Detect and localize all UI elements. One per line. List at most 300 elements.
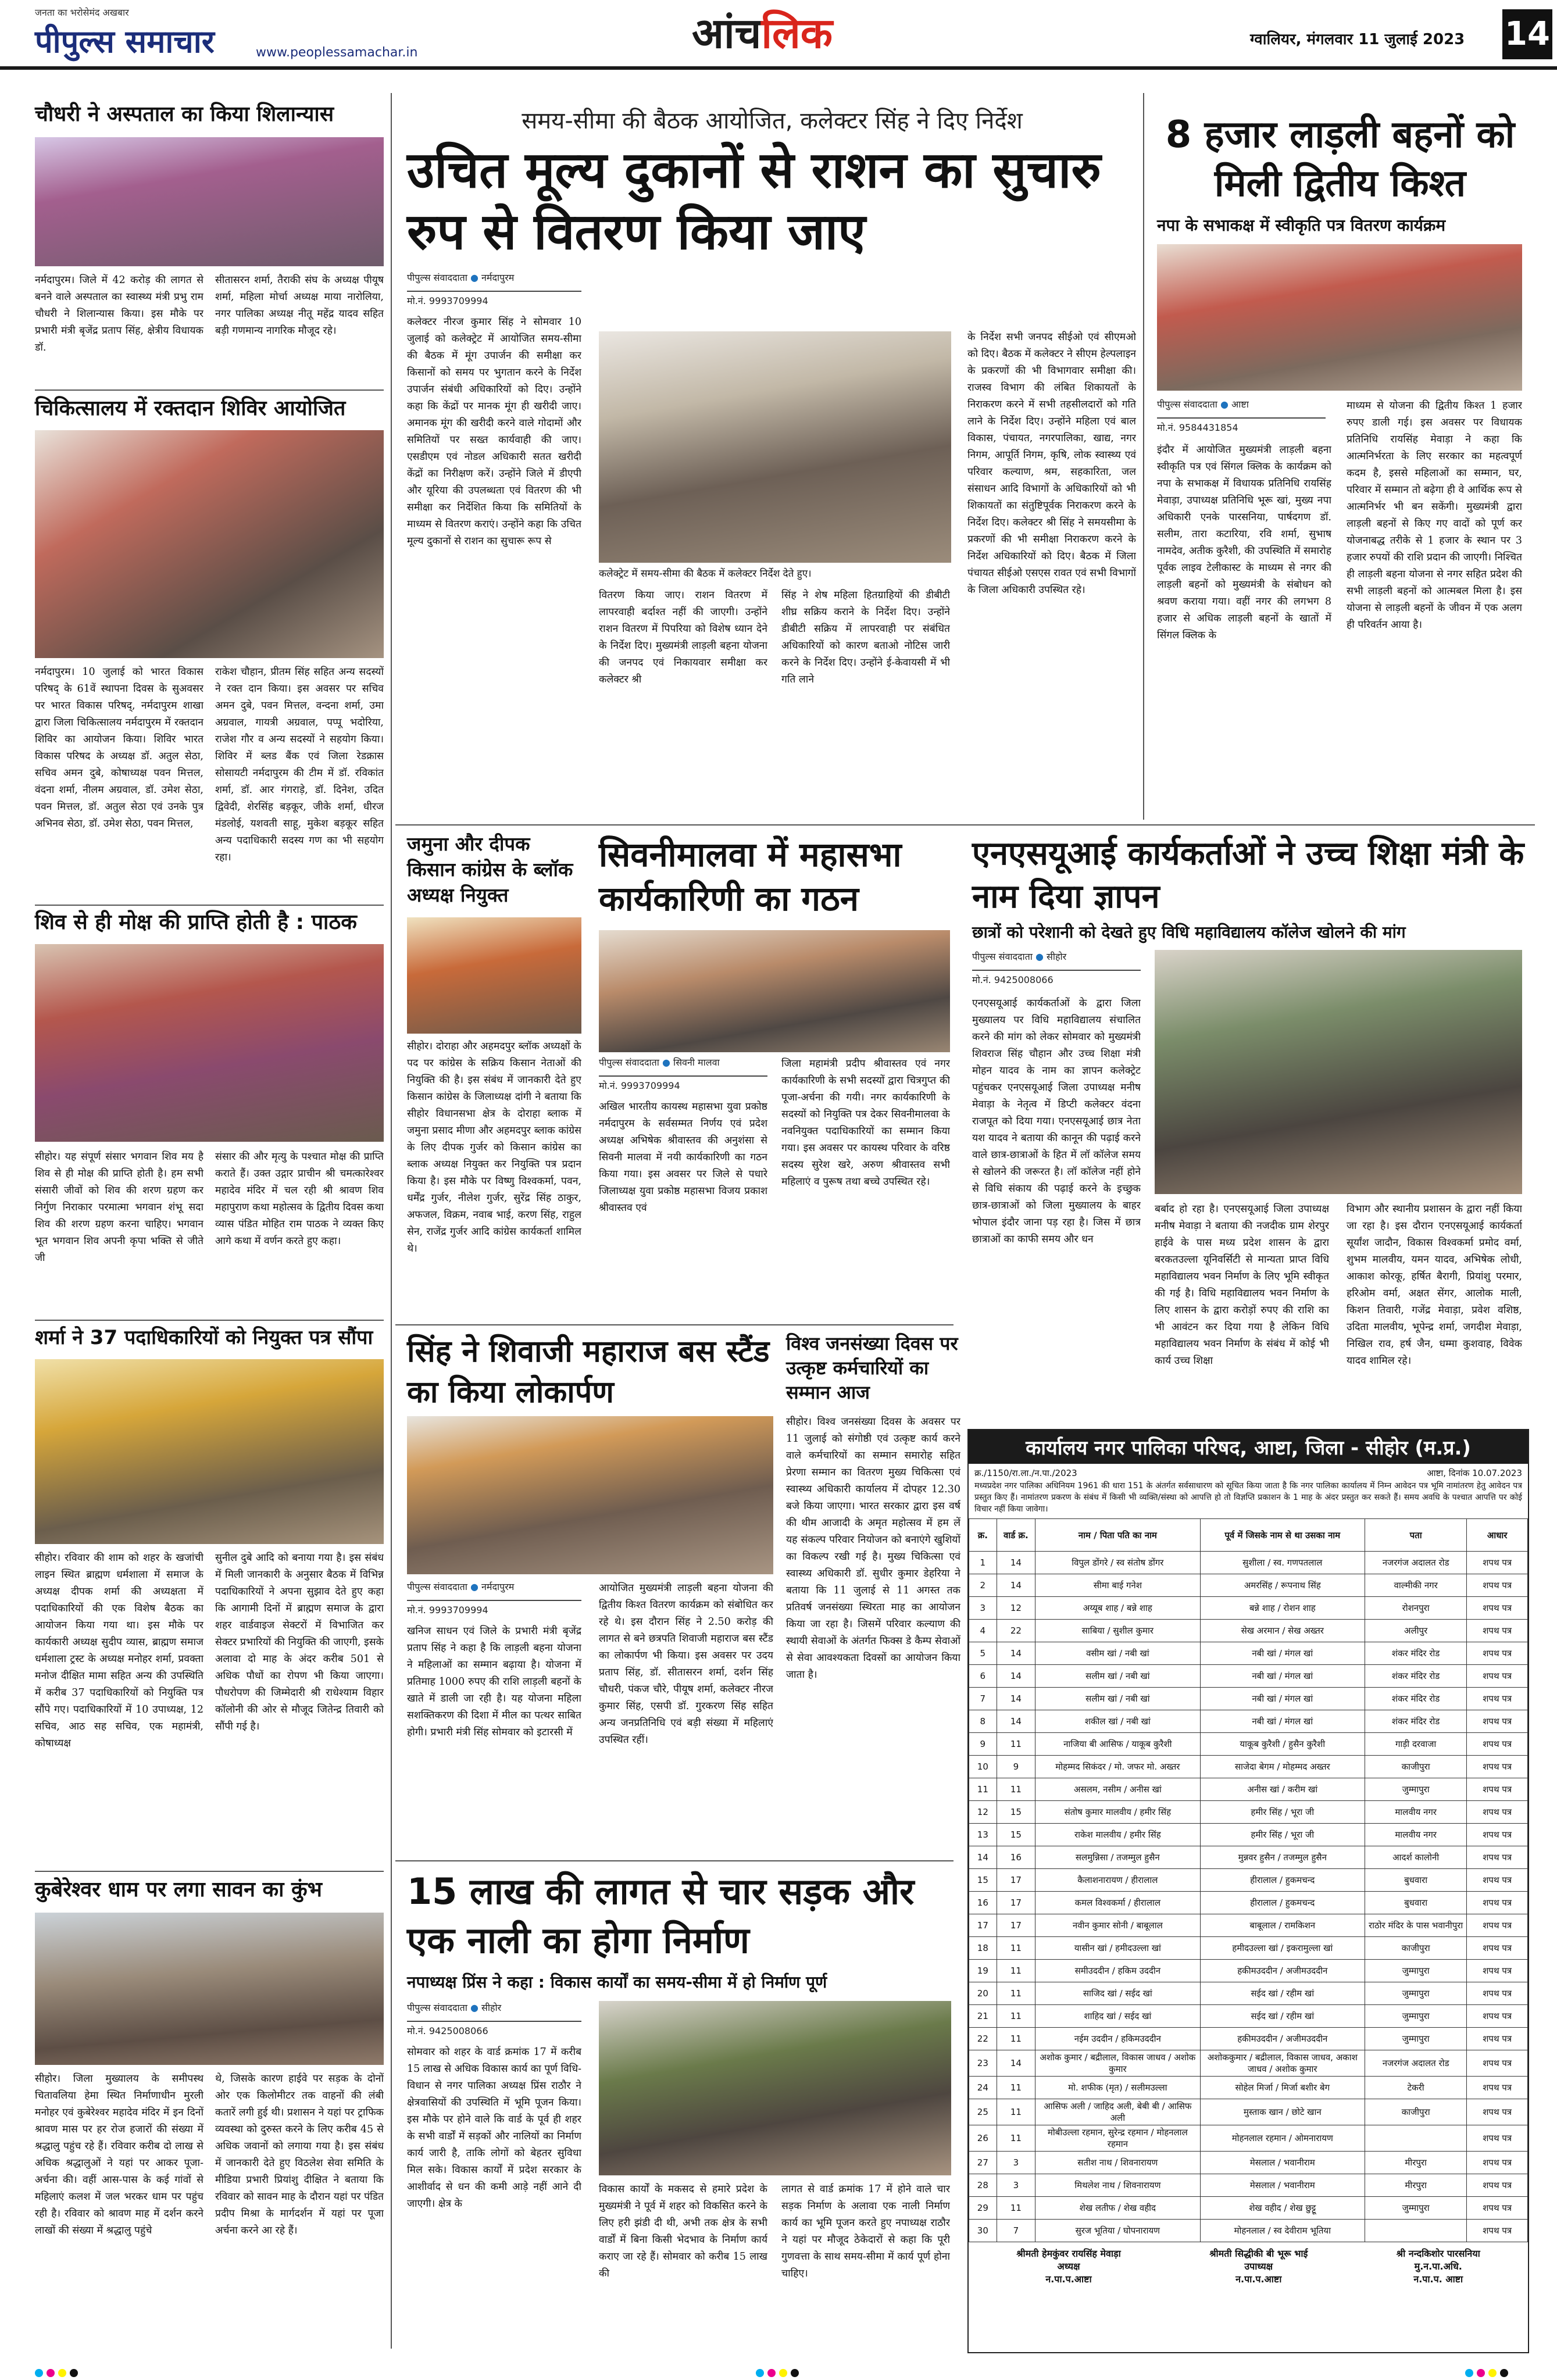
signatory-vice-president: श्रीमती सिद्धीकी बी भूरू भाई उपाध्यक्ष न.पा.प.आष्टा <box>1209 2248 1308 2285</box>
table-cell: शपथ पत्र <box>1467 2050 1528 2077</box>
sivni-photo <box>599 930 950 1052</box>
column-rule <box>1143 93 1144 820</box>
table-cell: शपथ पत्र <box>1467 1778 1528 1801</box>
table-row <box>969 1869 1528 1892</box>
byline-block: पीपुल्स संवाददाता ● सिवनी मालवा <box>599 1057 720 1068</box>
story-text: अखिल भारतीय कायस्थ महासभा युवा प्रकोष्ठ नर्मदापुरम के सर्वसम्मत निर्णय एवं प्रदेश अध्यक्ष अभिषेक श्रीवास्तव की अनुशंसा से सिवनी मालवा में नयी कार्यकारिणी का गठन किया गया। इस अवसर पर जिले से पधारे जिलाध्यक्ष युवा प्रकोष्ठ महासभा विजय प्रकाश श्रीवास्तव एवं <box>599 1101 767 1214</box>
table-header: क्र. <box>969 1519 997 1552</box>
table-cell: शपथ पत्र <box>1467 1824 1528 1846</box>
table-cell <box>1365 2220 1466 2242</box>
story-text: सुनील दुबे आदि को बनाया गया है। इस संबंध में मिली जानकारी के अनुसार बैठक में विभिन्न पदाधिकारियों ने अपना सुझाव देते हुए कहा कि आगामी दिनों में ब्राह्मण समाज के द्वारा शहर वार्डवाइज सेक्टरों में विभाजित कर सेक्टर प्रभारियों की नियुक्ति की जाएगी, इसके अलावा दो माह के अंदर करीब 501 से अधिक पौधों का रोपण भी किया जाएगा। पौधरोपण की जिम्मेदारी श्री राधेश्याम विहार कॉलोनी की ओर से मौजूद जितेन्द्र तिवारी को सौंपी गई है। <box>215 1552 384 1732</box>
table-cell: जुम्मापुरा <box>1365 1982 1466 2005</box>
story-text: एनएसयूआई कार्यकर्ताओं के द्वारा जिला मुख्यालय पर विधि महाविद्यालय संचालित करने की मांग को लेकर सोमवार को मुख्यमंत्री शिवराज सिंह चौहान और उच्च शिक्षा मंत्री मोहन यादव के नाम का ज्ञापन कलेक्ट्रेट पहुंचकर एनएसयूआई जिला उपाध्यक्ष मनीष मेवाड़ा के नेतृत्व में डिप्टी कलेक्टर वंदना राजपूत को दिया गया। एनएसयूआई छात्र नेता यश यादव ने बताया की कानून की पढ़ाई करने वाले छात्र-छात्राओं के हित में लॉ कॉलेज समय से खोलने की जरूरत है। लॉ कॉलेज नहीं होने से विधि संकाय की पढ़ाई करने के इच्छुक छात्र-छात्राओं को जिला मुख्यालय के बाहर भोपाल इंदौर जाना पड़ रहा है। जिस में छात्र छात्राओं का काफी समय और धन <box>972 998 1141 1245</box>
table-row <box>969 1620 1528 1642</box>
table-row <box>969 1801 1528 1824</box>
kicker: समय-सीमा की बैठक आयोजित, कलेक्टर सिंह ने दिए निर्देश <box>522 108 1023 134</box>
byline-block: पीपुल्स संवाददाता ● आष्टा <box>1157 399 1249 410</box>
table-cell: सलीम खां / नबी खां <box>1035 1665 1200 1688</box>
story-text: आयोजित मुख्यमंत्री लाड़ली बहना योजना की द्वितीय किश्त वितरण कार्यक्रम को संबोधित कर रहे थे। इस दौरान सिंह ने 2.50 करोड़ की लागत से बने छत्रपति शिवाजी महाराज बस स्टैंड का लोकार्पण भी किया। इस अवसर पर उदय प्रताप सिंह, डॉ. सीतासरन शर्मा, दर्शन सिंह चौधरी, पंकज चौरे, पीयूष शर्मा, कलेक्टर नीरज कुमार सिंह, एसपी डॉ. गुरकरण सिंह सहित अन्य जनप्रतिनिधि एवं बड़ी संख्या में महिलाएं उपस्थित रहीं। <box>599 1582 773 1746</box>
story-text: राकेश चौहान, प्रीतम सिंह सहित अन्य सदस्यों ने रक्त दान किया। इस अवसर पर सचिव अमन दुबे, पवन मित्तल, वन्दना शर्मा, उमा अग्रवाल, गायत्री अग्रवाल, पप्पू भदोरिया, राजेश गौर व अन्य सदस्यों ने सहयोग किया। शिविर में ब्लड बैंक एवं जिला रेडक्रास सोसायटी नर्मदापुरम की टीम में डॉ. रविकांत शर्मा, डॉ. आर गंगराड़े, डॉ. दिनेश, उदित द्विवेदी, शेरसिंह बड़कूर, जीके शर्मा, धीरज मंडलोई, यशवती साहू, मुकेश बड़कूर सहित अन्य पदाधिकारी सदस्य गण का भी सहयोग रहा। <box>215 666 384 863</box>
table-cell: समीउददीन / हकिम उददीन <box>1035 1960 1200 1982</box>
table-cell: 15 <box>969 1869 997 1892</box>
table-row <box>969 1710 1528 1733</box>
headline: चौधरी ने अस्पताल का किया शिलान्यास <box>35 102 334 126</box>
reporter-mobile: मो.नं. 9425008066 <box>407 2021 581 2037</box>
table-cell: वसीम खां / नबी खां <box>1035 1642 1200 1665</box>
table-row <box>969 2028 1528 2050</box>
table-cell: शपथ पत्र <box>1467 1665 1528 1688</box>
byline-place: नर्मदापुरम <box>481 272 515 283</box>
table-cell: 8 <box>969 1710 997 1733</box>
logo <box>35 6 215 62</box>
table-cell: शपथ पत्र <box>1467 1552 1528 1574</box>
story-hospital <box>35 102 384 126</box>
story-text: सीहोर। जिला मुख्यालय के समीपस्थ चितावलिया हेमा स्थित निर्माणाधीन मुरली मनोहर एवं कुबेरेश्वर महादेव मंदिर में इन दिनों श्रावण मास पर हर रोज हजारों की संख्या में श्रद्धालु पहुंच रहे हैं। रविवार करीब दो लाख से अधिक श्रद्धालुओं ने यहां पर आकर पूजा-अर्चना की। वहीं आस-पास के कई गांवों से महिलाएं कलश में जल भरकर धाम पर पहुंच रही है। रविवार को श्रावण माह में दर्शन करने लाखों की संख्या में श्रद्धालु पहुंचे <box>35 2073 203 2236</box>
byline: पीपुल्स संवाददाता <box>407 272 467 283</box>
byline-block: पीपुल्स संवाददाता ● सीहोर <box>407 2002 502 2013</box>
byline-place: सीहोर <box>1047 951 1067 962</box>
table-cell: शंकर मंदिर रोड <box>1365 1665 1466 1688</box>
table-cell: 17 <box>997 1892 1035 1914</box>
story-divider <box>35 1320 384 1321</box>
table-cell: 23 <box>969 2050 997 2077</box>
table-cell: सईद खां / रहीम खां <box>1200 2005 1365 2028</box>
shiv-katha-photo <box>35 944 384 1142</box>
table-row <box>969 1778 1528 1801</box>
table-cell: 25 <box>969 2099 997 2125</box>
table-cell: 11 <box>997 2028 1035 2050</box>
story-text: इंदौर में आयोजित मुख्यमंत्री लाड़ली बहना स्वीकृति पत्र एवं सिंगल क्लिक के कार्यक्रम को नपा के सभाकक्ष में विधायक प्रतिनिधि रायसिंह मेवाड़ा, उपाध्यक्ष प्रतिनिधि भूरू खां, मुख्य नपा अधिकारी एनके पारसनिया, पार्षदगण डॉ. सलीम, तारा कटारिया, रवि शर्मा, सुभाष नामदेव, अतीक कुरैशी, की उपस्थिति में समारोह पूर्वक लाइव टेलीकास्ट के माध्यम से नगर की लाड़ली बहनों को मुख्यमंत्री के संबोधन को श्रवण कराया गया। वहीं नगर की लगभग 8 हजार से अधिक लाड़ली बहनों के खातों में सिंगल क्लिक के <box>1157 444 1331 641</box>
story-divider <box>395 824 1535 826</box>
story-text: सीहोर। दोराहा और अहमदपुर ब्लॉक अध्यक्षों के पद पर कांग्रेस के सक्रिय किसान नेताओं की नियुक्ति की है। इस संबंध में जानकारी देते हुए किसान कांग्रेस के जिलाध्यक्ष दांगी ने बताया कि सीहोर विधानसभा क्षेत्र के दोराहा ब्लाक में जमुना प्रसाद मीणा और अहमदपुर ब्लाक कांग्रेस के लिए दीपक गुर्जर को किसान कांग्रेस का ब्लाक अध्यक्ष नियुक्त कर नियुक्ति पत्र प्रदान किया है। इस मौके पर विष्णु विश्वकर्मा, पवन, धर्मेंद्र गुर्जर, नीलेश गुर्जर, सुरेंद्र सिंह ठाकुर, अफजल, विक्रम, नवाब भाई, करण सिंह, राहुल सेन, राजेंद्र गुर्जर आदि कांग्रेस कार्यकर्ता शामिल थे। <box>407 1041 581 1255</box>
table-cell: 14 <box>997 1665 1035 1688</box>
table-cell: नाजिया बी आसिफ / याकूब कुरैशी <box>1035 1733 1200 1756</box>
notice-intro: मध्यप्रदेश नगर पालिका अधिनियम 1961 की धारा 151 के अंतर्गत सर्वसाधारण को सूचित किया जाता है कि नगर पालिका कार्यालय में निम्न आवेदन पत्र भूमि नामांतरण हेतु आवेदन पत्र प्रस्तुत किए हैं। नामांतरण प्रकरण के संबंध में किसी भी व्यक्ति/संस्था को आपत्ति हो तो विज्ञप्ति प्रकाशन के 1 माह के अंदर प्रस्तुत कर सकते हैं। समय अवधि के पश्चात आपत्ति पर कोई विचार नहीं किया जावेगा। <box>974 1481 1522 1514</box>
table-cell: 11 <box>997 1982 1035 2005</box>
table-cell: 10 <box>969 1756 997 1778</box>
table-cell: शपथ पत्र <box>1467 2152 1528 2174</box>
table-cell: 14 <box>997 1642 1035 1665</box>
table-cell: 11 <box>997 1937 1035 1960</box>
table-cell: बन्ने शाह / रोशन शाह <box>1200 1597 1365 1620</box>
table-cell: शपथ पत्र <box>1467 2077 1528 2099</box>
table-cell: अशोक कुमार / बद्रीलाल, विकास जाधव / अशोक कुमार <box>1035 2050 1200 2077</box>
table-cell: काजीपुरा <box>1365 1756 1466 1778</box>
story-text: विकास कार्यों के मकसद से हमारे प्रदेश के मुख्यमंत्री ने पूर्व में शहर को विकसित करने के लिए हरी झंडी दी थी, अभी तक क्षेत्र के सभी वार्डों में बिना किसी भेदभाव के निर्माण कार्य कराए जा रहे हैं। सोमवार को करीब 15 लाख की <box>599 2184 767 2279</box>
story-text: थे, जिसके कारण हाईवे पर सड़क के दोनों ओर एक किलोमीटर तक वाहनों की लंबी कतारें लगी हुई थी। प्रशासन ने यहां पर ट्राफिक व्यवस्था को दुरुस्त करने के लिए करीब 45 से अधिक जवानों को लगाया गया है। इस संबंध में जानकारी देते हुए विठलेश सेवा समिति के मीडिया प्रभारी प्रियांशु दीक्षित ने बताया कि रविवार को सावन माह के दौरान यहां पर पंडित प्रदीप मिश्रा के मार्गदर्शन में यहां पर पूजा अर्चना करने आ रहे हैं। <box>215 2073 384 2236</box>
table-cell: सलमुन्निसा / तजम्मुल हुसैन <box>1035 1846 1200 1869</box>
table-row <box>969 1733 1528 1756</box>
table-cell: अय्यूब शाह / बन्ने शाह <box>1035 1597 1200 1620</box>
headline: जमुना और दीपक किसान कांग्रेस के ब्लॉक अध्यक्ष नियुक्त <box>407 832 573 906</box>
story-text: माध्यम से योजना की द्वितीय किश्त 1 हजार रुपए डाली गई। इस अवसर पर विधायक प्रतिनिधि रायसिंह मेवाड़ा ने कहा कि आत्मनिर्भरता के लिए सरकार का महत्वपूर्ण कदम है, इससे महिलाओं का सम्मान, घर, परिवार में सम्मान तो बढ़ेगा ही वे आर्थिक रूप से आत्मनिर्भर भी बन सकेंगी। मुख्यमंत्री द्वारा लाड़ली बहनों से किए गए वादों को पूर्ण कर योजनाबद्ध तरीके से 1 हजार के स्थान पर 3 हजार रुपयों की राशि प्रदान की जाएगी। निश्चित ही लाड़ली बहना योजना से नगर सहित प्रदेश की सभी लाड़ली बहनों को आत्मबल मिला है। इस योजना से लाड़ली बहनों के जीवन में एक अलग ही परिवर्तन आया है। <box>1347 400 1522 631</box>
table-cell: टेकरी <box>1365 2077 1466 2099</box>
table-row <box>969 1892 1528 1914</box>
table-cell: शपथ पत्र <box>1467 1642 1528 1665</box>
table-cell: शेख वहीद / शेख छुट्टू <box>1200 2197 1365 2220</box>
photo-caption: कलेक्ट्रेट में समय-सीमा की बैठक में कलेक्टर निर्देश देते हुए। <box>599 568 812 580</box>
table-cell: शपथ पत्र <box>1467 1914 1528 1937</box>
table-cell: सीमा बाई गनेश <box>1035 1574 1200 1597</box>
table-cell: 22 <box>997 1620 1035 1642</box>
table-cell: शपथ पत्र <box>1467 2197 1528 2220</box>
dateline: ग्वालियर, मंगलवार 11 जुलाई 2023 <box>1250 31 1465 48</box>
table-row <box>969 1597 1528 1620</box>
table-row <box>969 2125 1528 2152</box>
table-cell: शपथ पत्र <box>1467 2005 1528 2028</box>
subheadline: नपाध्यक्ष प्रिंस ने कहा : विकास कार्यों का समय-सीमा में हो निर्माण पूर्ण <box>407 1972 827 1992</box>
table-cell: 17 <box>997 1869 1035 1892</box>
municipal-notice <box>967 1429 1529 2353</box>
table-row <box>969 1642 1528 1665</box>
story-text: सोमवार को शहर के वार्ड क्रमांक 17 में करीब 15 लाख से अधिक विकास कार्य का पूर्ण विधि-विधान से नगर पालिका अध्यक्ष प्रिंस राठौर ने क्षेत्रवासियों की उपस्थिति में भूमि पूजन किया। इस मौके पर होने वाले कि वार्ड के पूर्व ही शहर के सभी वार्डों में सड़कों और नालियों का निर्माण कार्य जारी है, ताकि लोगों को बेहतर सुविधा मिल सके। विकास कार्यों में प्रदेश सरकार के आशीर्वाद से धन की कमी आड़े नहीं आने दी जाएगी। क्षेत्र के <box>407 2046 581 2210</box>
table-cell: सुशीला / स्व. गणपतलाल <box>1200 1552 1365 1574</box>
table-cell: 12 <box>969 1801 997 1824</box>
table-cell: जुम्मापुरा <box>1365 2197 1466 2220</box>
column-rule <box>391 93 392 2349</box>
table-cell: मुस्ताक खान / छोटे खान <box>1200 2099 1365 2125</box>
story-divider <box>35 1871 384 1872</box>
story-divider <box>395 1860 954 1861</box>
logo-tagline: जनता का भरोसेमंद अखबार <box>35 7 129 18</box>
table-cell: 11 <box>997 2099 1035 2125</box>
table-cell: साबिया / सुशील कुमार <box>1035 1620 1200 1642</box>
table-cell: 3 <box>997 2174 1035 2197</box>
story-divider <box>395 1324 954 1325</box>
headline: चिकित्सालय में रक्तदान शिविर आयोजित <box>35 396 346 420</box>
story-text: नर्मदापुरम। जिले में 42 करोड़ की लागत से बनने वाले अस्पताल का स्वास्थ्य मंत्री प्रभु राम चौधरी ने शिलान्यास किया। इस मौके पर प्रभारी मंत्री बृजेंद्र प्रताप सिंह, क्षेत्रीय विधायक डॉ. <box>35 274 203 353</box>
byline-place: नर्मदापुरम <box>481 1581 515 1592</box>
table-cell: सुरज भूतिया / घोपनारायण <box>1035 2220 1200 2242</box>
byline-place: आष्टा <box>1231 399 1249 410</box>
table-cell: 22 <box>969 2028 997 2050</box>
table-cell: 24 <box>969 2077 997 2099</box>
kubereshwar-photo <box>35 1913 384 2065</box>
table-cell: 5 <box>969 1642 997 1665</box>
table-cell: शेख लतीफ / शेख वहीद <box>1035 2197 1200 2220</box>
table-cell: मालवीय नगर <box>1365 1801 1466 1824</box>
section-title-a: आंच <box>692 8 762 58</box>
byline: पीपुल्स संवाददाता <box>407 2002 467 2013</box>
table-cell: कमल विश्वकर्मा / हीरालाल <box>1035 1892 1200 1914</box>
table-cell: जुम्मापुरा <box>1365 2005 1466 2028</box>
table-cell: मो. शफीक (मृत) / सलीमउल्ला <box>1035 2077 1200 2099</box>
table-cell: 11 <box>997 2005 1035 2028</box>
table-cell: साजेदा बेगम / मोहम्मद अख्तर <box>1200 1756 1365 1778</box>
table-cell: 4 <box>969 1620 997 1642</box>
table-cell: नबी खां / मंगल खां <box>1200 1688 1365 1710</box>
table-header: आधार <box>1467 1519 1528 1552</box>
table-cell: मेसलाल / भवानीराम <box>1200 2174 1365 2197</box>
table-cell: नजरगंज अदालत रोड <box>1365 1552 1466 1574</box>
table-row <box>969 2152 1528 2174</box>
story-text: कलेक्टर नीरज कुमार सिंह ने सोमवार 10 जुलाई को कलेक्ट्रेट में आयोजित समय-सीमा की बैठक में मूंग उपार्जन की समीक्षा कर किसानों को समय पर भुगतान करने के निर्देश उपार्जन संबंधी अधिकारियों को दिए। उन्होंने कहा कि केंद्रों पर मानक मूंग ही खरीदी जाए। अमानक मूंग की खरीदी करने वाले गोदामों और समितियों पर सख्त कार्यवाही की जाए। एसडीएम एवं नोडल अधिकारी सतत खरीदी केंद्रों का निरीक्षण करें। उन्होंने जिले में डीएपी और यूरिया की उपलब्धता एवं वितरण की भी समीक्षा कर निर्देशित किया कि समितियों के माध्यम से वितरण कराएं। उन्होंने कहा कि उचित मूल्य दुकानों से राशन का सुचारू रूप से <box>407 316 581 547</box>
table-cell: वाल्मीकी नगर <box>1365 1574 1466 1597</box>
reporter-mobile: मो.नं. 9425008066 <box>972 970 1141 986</box>
table-cell: शपथ पत्र <box>1467 1960 1528 1982</box>
blood-camp-photo <box>35 430 384 658</box>
headline: 15 लाख की लागत से चार सड़क और एक नाली का होगा निर्माण <box>407 1870 915 1961</box>
table-cell: शपथ पत्र <box>1467 2099 1528 2125</box>
table-cell: जुम्मापुरा <box>1365 2028 1466 2050</box>
story-text: लागत से वार्ड क्रमांक 17 में होने वाले चार सड़क निर्माण के अलावा एक नाली निर्माण कार्य का भूमि पूजन करते हुए नपाध्यक्ष राठौर ने यहां पर मौजूद ठेकेदारों से कहा कि पूरी गुणवत्ता के साथ समय-सीमा में कार्य पूर्ण होना चाहिए। <box>781 2184 950 2279</box>
table-cell: शपथ पत्र <box>1467 1597 1528 1620</box>
subheadline: नपा के सभाकक्ष में स्वीकृति पत्र वितरण कार्यक्रम <box>1157 216 1446 235</box>
headline: कुबेरेश्वर धाम पर लगा सावन का कुंभ <box>35 1878 322 1902</box>
table-cell: 11 <box>969 1778 997 1801</box>
table-header: पूर्व में जिसके नाम से था उसका नाम <box>1200 1519 1365 1552</box>
table-cell: 1 <box>969 1552 997 1574</box>
table-cell: शकील खां / नबी खां <box>1035 1710 1200 1733</box>
table-cell: सईद खां / रहीम खां <box>1200 1982 1365 2005</box>
table-cell: मोबीउल्ला रहमान, सुरेन्द्र रहमान / मोहनलाल रहमान <box>1035 2125 1200 2152</box>
table-cell: 15 <box>997 1801 1035 1824</box>
table-cell: हमीर सिंह / भूरा जी <box>1200 1801 1365 1824</box>
headline: विश्व जनसंख्या दिवस पर उत्कृष्ट कर्मचारियों का सम्मान आज <box>786 1332 958 1403</box>
notice-ref: क्र./1150/रा.ला./न.पा./2023 <box>974 1468 1077 1478</box>
table-cell: बुधवारा <box>1365 1892 1466 1914</box>
table-cell: 29 <box>969 2197 997 2220</box>
byline-block: पीपुल्स संवाददाता ● नर्मदापुरम <box>407 1581 515 1592</box>
table-row <box>969 1846 1528 1869</box>
table-cell: नवीन कुमार सोनी / बाबूलाल <box>1035 1914 1200 1937</box>
notice-date: आष्टा, दिनांक 10.07.2023 <box>1427 1468 1522 1478</box>
table-cell: हमीर सिंह / भूरा जी <box>1200 1824 1365 1846</box>
story-text: सीहोर। रविवार की शाम को शहर के खजांची लाइन स्थित ब्राह्मण धर्मशाला में समाज के अध्यक्ष दीपक शर्मा की अध्यक्षता में पदाधिकारियों की एक विशेष बैठक का आयोजन किया गया था। इस मौके पर कार्यकारी अध्यक्ष सुदीप व्यास, ब्राह्मण समाज धर्मशाला ट्रस्ट के अध्यक्ष मनोहर शर्मा, प्रवक्ता मनोज दीक्षित मामा सहित अन्य की उपस्थिति में करीब 37 पदाधिकारियों को नियुक्ति पत्र सौंपे गए। पदाधिकारियों में 10 उपाध्यक्ष, 12 सचिव, आठ सह सचिव, एक महामंत्री, कोषाध्यक्ष <box>35 1552 203 1749</box>
story-divider <box>35 389 384 391</box>
table-cell: 3 <box>997 2152 1035 2174</box>
table-cell: सलीम खां / नबी खां <box>1035 1688 1200 1710</box>
byline: पीपुल्स संवाददाता <box>972 951 1033 962</box>
table-cell <box>1365 2125 1466 2152</box>
table-cell: 20 <box>969 1982 997 2005</box>
table-cell: शपथ पत्र <box>1467 1688 1528 1710</box>
table-cell: शपथ पत्र <box>1467 1801 1528 1824</box>
table-cell: सतीश नाथ / शिवनारायण <box>1035 2152 1200 2174</box>
table-cell: हकीमउददीन / अजीमउददीन <box>1200 2028 1365 2050</box>
table-cell: नबी खां / मंगल खां <box>1200 1710 1365 1733</box>
section-title-b: लिक <box>761 8 833 58</box>
headline: 8 हजार लाड़ली बहनों को मिली द्वितीय किश्त <box>1165 113 1515 205</box>
table-cell: 14 <box>997 1710 1035 1733</box>
table-cell: काजीपुरा <box>1365 1937 1466 1960</box>
table-cell: आदर्श कालोनी <box>1365 1846 1466 1869</box>
table-cell: 17 <box>969 1914 997 1937</box>
table-row <box>969 1914 1528 1937</box>
table-row <box>969 1824 1528 1846</box>
table-cell: मुन्नवर हुसैन / तजम्मुल हुसैन <box>1200 1846 1365 1869</box>
table-header: पता <box>1365 1519 1466 1552</box>
page-number: 14 <box>1502 9 1552 59</box>
table-cell: शपथ पत्र <box>1467 1710 1528 1733</box>
table-cell: असलम, नसीम / अनीस खां <box>1035 1778 1200 1801</box>
table-row <box>969 2099 1528 2125</box>
table-row <box>969 1552 1528 1574</box>
sharma-meeting-photo <box>35 1359 384 1544</box>
table-cell: शपथ पत्र <box>1467 1982 1528 2005</box>
table-cell: मिथलेश नाथ / शिवनारायण <box>1035 2174 1200 2197</box>
table-cell: शंकर मंदिर रोड <box>1365 1688 1466 1710</box>
table-cell: 11 <box>997 1733 1035 1756</box>
table-cell: 16 <box>969 1892 997 1914</box>
table-cell: 16 <box>997 1846 1035 1869</box>
road-bhoomi-pujan-photo <box>599 2001 951 2175</box>
table-cell: नईम उददीन / हकिमउददीन <box>1035 2028 1200 2050</box>
table-cell: शपथ पत्र <box>1467 1892 1528 1914</box>
headline: उचित मूल्य दुकानों से राशन का सुचारु रुप से वितरण किया जाए <box>407 141 1101 261</box>
table-cell: मालवीय नगर <box>1365 1824 1466 1846</box>
table-row <box>969 2050 1528 2077</box>
notice-table <box>969 1518 1528 2242</box>
table-cell: मोहनलाल रहमान / ओमनारायण <box>1200 2125 1365 2152</box>
table-cell: 9 <box>997 1756 1035 1778</box>
table-cell: नजरगंज अदालत रोड <box>1365 2050 1466 2077</box>
nsui-memorandum-photo <box>1155 950 1522 1194</box>
story-text: सिंह ने शेष महिला हितग्राहियों की डीबीटी शीघ्र सक्रिय कराने के निर्देश दिए। उन्होंने डीबीटी सक्रिय में लापरवाही पर संबंधित अधिकारियों को कारण बताओ नोटिस जारी करने के निर्देश दिए। उन्होंने ई-केवायसी में भी गति लाने <box>781 589 950 685</box>
table-cell: शपथ पत्र <box>1467 1733 1528 1756</box>
table-cell: 14 <box>997 1574 1035 1597</box>
table-cell: 27 <box>969 2152 997 2174</box>
table-cell: मोहनलाल / स्व देवीराम भूतिया <box>1200 2220 1365 2242</box>
byline: पीपुल्स संवाददाता <box>407 1581 467 1592</box>
headline: सिवनीमालवा में महासभा कार्यकारिणी का गठन <box>599 835 902 919</box>
subheadline: छात्रों को परेशानी को देखते हुए विधि महाविद्यालय कॉलेज खोलने की मांग <box>972 923 1406 942</box>
ladli-event-photo <box>1157 244 1522 391</box>
table-cell: शपथ पत्र <box>1467 1574 1528 1597</box>
reporter-mobile: मो.नं. 9584431854 <box>1157 417 1326 434</box>
table-cell: 11 <box>997 1778 1035 1801</box>
notice-title: कार्यालय नगर पालिका परिषद, आष्टा, जिला - सीहोर (म.प्र.) <box>969 1430 1528 1464</box>
table-cell: 2 <box>969 1574 997 1597</box>
table-cell: शाहिद खां / सईद खां <box>1035 2005 1200 2028</box>
table-cell: हीरालाल / हुकमचन्द <box>1200 1892 1365 1914</box>
table-row <box>969 2197 1528 2220</box>
table-cell: कैलाशनारायण / हीरालाल <box>1035 1869 1200 1892</box>
table-cell: 30 <box>969 2220 997 2242</box>
table-cell: शपथ पत्र <box>1467 1869 1528 1892</box>
table-cell: सेख अरमान / सेख अख्तर <box>1200 1620 1365 1642</box>
print-registration-marks <box>0 2366 1557 2380</box>
reporter-mobile: मो.नं. 9993709994 <box>599 1075 767 1092</box>
table-cell: जुम्मापुरा <box>1365 1778 1466 1801</box>
logo-name: पीपुल्स समाचार <box>35 23 215 60</box>
byline: पीपुल्स संवाददाता <box>1157 399 1217 410</box>
table-cell: 11 <box>997 2125 1035 2152</box>
table-cell: 7 <box>997 2220 1035 2242</box>
table-row <box>969 1756 1528 1778</box>
table-cell: मोहम्मद सिकंदर / मो. जफर मो. अख्तर <box>1035 1756 1200 1778</box>
byline-block: पीपुल्स संवाददाता ● नर्मदापुरम <box>407 272 515 283</box>
table-cell: मीरपुरा <box>1365 2174 1466 2197</box>
table-cell: अशोककुमार / बद्रीलाल, विकास जाधव, अकाश जाधव / अशोक कुमार <box>1200 2050 1365 2077</box>
table-cell: अनीस खां / करीम खां <box>1200 1778 1365 1801</box>
table-cell: 14 <box>997 2050 1035 2077</box>
table-cell: 26 <box>969 2125 997 2152</box>
site-url[interactable]: www.peoplessamachar.in <box>256 45 418 60</box>
table-cell: याकूब कुरैशी / हुसैन कुरैशी <box>1200 1733 1365 1756</box>
masthead <box>0 0 1557 70</box>
table-cell: 11 <box>997 1960 1035 1982</box>
table-cell: यासीन खां / हमीदउल्ला खां <box>1035 1937 1200 1960</box>
table-cell: 9 <box>969 1733 997 1756</box>
table-cell: 14 <box>997 1552 1035 1574</box>
story-text: संसार की और मृत्यु के पश्चात मोक्ष की प्राप्ति कराते हैं। उक्त उद्गार प्राचीन श्री चमत्कारेश्वर महादेव मंदिर में चल रही श्री श्रावण शिव महापुराण कथा महोत्सव के द्वितीय दिवस कथा व्यास पंडित मोहित राम पाठक ने व्यक्त किए आगे कथा में वर्णन करते हुए कहा। <box>215 1151 384 1247</box>
table-cell: राठोर मंदिर के पास भवानीपुरा <box>1365 1914 1466 1937</box>
story-text: विभाग और स्थानीय प्रशासन के द्वारा नहीं किया जा रहा है। इस दौरान एनएसयूआई कार्यकर्ता सूर्यांश जादौन, विकास विश्वकर्मा प्रमोद वर्मा, शुभम मालवीय, यमन यादव, अभिषेक लोधी, आकाश कोरकू, हर्षित बैरागी, प्रियांशु परमार, हरिओम वर्मा, अक्षत सेंगर, आलोक माली, किशन तिवारी, गजेंद्र मेवाड़ा, प्रवेश वशिष्ठ, उदिता मालवीय, भूपेन्द्र शर्मा, जगदीश मेवाड़ा, निखिल राव, हर्ष जैन, धम्मा कुशवाह, विवेक यादव शामिल रहे। <box>1347 1203 1522 1367</box>
byline: पीपुल्स संवाददाता <box>599 1057 659 1068</box>
table-cell: 11 <box>997 2077 1035 2099</box>
byline-block: पीपुल्स संवाददाता ● सीहोर <box>972 951 1067 962</box>
table-cell: बुधवारा <box>1365 1869 1466 1892</box>
headline: शर्मा ने 37 पदाधिकारियों को नियुक्त पत्र सौंपा <box>35 1326 373 1349</box>
collector-meeting-photo <box>599 331 951 563</box>
table-cell: 13 <box>969 1824 997 1846</box>
table-cell: विपुल डोंगरे / स्व संतोष डोंगर <box>1035 1552 1200 1574</box>
table-row <box>969 2220 1528 2242</box>
table-cell: सोहेल मिर्जा / मिर्जा बशीर बेग <box>1200 2077 1365 2099</box>
table-cell: 11 <box>997 2197 1035 2220</box>
reporter-mobile: मो.नं. 9993709994 <box>407 1600 581 1616</box>
story-text: सीहोर। यह संपूर्ण संसार भगवान शिव मय है शिव से ही मोक्ष की प्राप्ति होती है। हम सभी संसारी जीवों को शिव की शरण ग्रहण कर निर्गुण निराकार परमात्मा भगवान शंभू सदा शिव की शरण ग्रहण करना चाहिए। भगवान भूत भगवान शिव अपनी कृपा भक्ति से जीते जी <box>35 1151 203 1264</box>
table-row <box>969 1665 1528 1688</box>
table-cell: रोशनपुरा <box>1365 1597 1466 1620</box>
table-cell: 14 <box>969 1846 997 1869</box>
signatory-president: श्रीमती हेमकुंवर रायसिंह मेवाड़ा अध्यक्ष न.पा.प.आष्टा <box>1016 2248 1121 2285</box>
table-row <box>969 1982 1528 2005</box>
table-cell: हीरालाल / हुकमचन्द <box>1200 1869 1365 1892</box>
table-row <box>969 2174 1528 2197</box>
table-cell: राकेश मालवीय / हमीर सिंह <box>1035 1824 1200 1846</box>
story-text: सीहोर। विश्व जनसंख्या दिवस के अवसर पर 11 जुलाई को संगोष्ठी एवं उत्कृष्ट कार्य करने वाले कर्मचारियों का सम्मान समारोह सहित प्रेरणा सम्मान का वितरण मुख्य चिकित्सा एवं स्वास्थ्य अधिकारी कार्यालय में दोपहर 12.30 बजे किया जाएगा। भारत सरकार द्वारा इस वर्ष की थीम आजादी के अमृत महोत्सव में हम लें यह संकल्प परिवार नियोजन को बनाएंगे खुशियों का विकल्प रखी गई है। मुख्य चिकित्सा एवं स्वास्थ्य अधिकारी डॉ. सुधीर कुमार डेहरिया ने बताया कि 11 जुलाई से 11 अगस्त तक प्रतिवर्ष जनसंख्या स्थिरता माह का आयोजन किया जा रहा है। जिसमें परिवार कल्याण की स्थायी सेवाओं के अंतर्गत फिक्स डे कैम्प सेवाओं से सेवा आवश्यकता दिवसों का आयोजन किया जाता है। <box>786 1416 960 1681</box>
table-cell: हकीमउददीन / अजीमउददीन <box>1200 1960 1365 1982</box>
table-cell: शपथ पत्र <box>1467 1756 1528 1778</box>
signatory-cmo: श्री नन्दकिशोर पारसनिया मु.न.पा.अधि. न.पा.प. आष्टा <box>1396 2248 1480 2285</box>
table-cell: जुम्मापुरा <box>1365 1960 1466 1982</box>
section-title <box>692 3 833 60</box>
table-row <box>969 1937 1528 1960</box>
table-cell: शपथ पत्र <box>1467 2028 1528 2050</box>
table-row <box>969 1688 1528 1710</box>
byline-place: सीहोर <box>481 2002 502 2013</box>
table-cell: नबी खां / मंगल खां <box>1200 1642 1365 1665</box>
table-cell: शपथ पत्र <box>1467 1937 1528 1960</box>
table-cell: साजिद खां / सईद खां <box>1035 1982 1200 2005</box>
table-cell: 15 <box>997 1824 1035 1846</box>
byline-place: सिवनी मालवा <box>673 1057 720 1068</box>
table-cell: 18 <box>969 1937 997 1960</box>
table-cell: नबी खां / मंगल खां <box>1200 1665 1365 1688</box>
table-cell: अलीपुर <box>1365 1620 1466 1642</box>
jamuna-photo <box>407 917 581 1034</box>
table-header: नाम / पिता पति का नाम <box>1035 1519 1200 1552</box>
reporter-mobile: मो.नं. 9993709994 <box>407 291 581 307</box>
table-cell: संतोष कुमार मालवीय / हमीर सिंह <box>1035 1801 1200 1824</box>
table-cell: 28 <box>969 2174 997 2197</box>
story-text: बर्बाद हो रहा है। एनएसयूआई जिला उपाध्यक्ष मनीष मेवाड़ा ने बताया की नजदीक ग्राम शेरपुर हाईवे के पास मध्य प्रदेश शासन के द्वारा बरकतउल्ला यूनिवर्सिटी से मान्यता प्राप्त विधि महाविद्यालय भवन निर्माण के लिए भूमि स्वीकृत की गई है। विधि महाविद्यालय भवन निर्माण के लिए शासन के द्वारा करोड़ों रुपए की राशि का भी आवंटन कर दिया गया है लेकिन विधि महाविद्यालय भवन निर्माण के संबंध में कोई भी कार्य उच्च शिक्षा <box>1155 1203 1329 1367</box>
table-cell: शपथ पत्र <box>1467 2174 1528 2197</box>
story-text: वितरण किया जाए। राशन वितरण में लापरवाही बर्दाश्त नहीं की जाएगी। उन्होंने राशन वितरण में पिपरिया को विशेष ध्यान देने के निर्देश दिए। मुख्यमंत्री लाड़ली बहना योजना की जनपद एवं निकायवार समीक्षा कर कलेक्टर श्री <box>599 589 767 685</box>
table-row <box>969 2005 1528 2028</box>
story-text: खनिज साधन एवं जिले के प्रभारी मंत्री बृजेंद्र प्रताप सिंह ने कहा है कि लाड़ली बहना योजना ने महिलाओं का सम्मान बढ़ाया है। योजना में प्रतिमाह 1000 रुपए की राशि लाड़ली बहनों के खाते में डाली जा रही है। यह योजना महिला सशक्तिकरण की दिशा में मील का पत्थर साबित होगी। प्रभारी मंत्री सिंह सोमवार को इटारसी में <box>407 1625 581 1738</box>
table-cell: मेसलाल / भवानीराम <box>1200 2152 1365 2174</box>
table-cell: 21 <box>969 2005 997 2028</box>
table-cell: 17 <box>997 1914 1035 1937</box>
table-cell: बाबूलाल / रामकिशन <box>1200 1914 1365 1937</box>
table-cell: शंकर मंदिर रोड <box>1365 1642 1466 1665</box>
story-text: जिला महामंत्री प्रदीप श्रीवास्तव एवं नगर कार्यकारिणी के सभी सदस्यों द्वारा चित्रगुप्त की पूजा-अर्चना की गयी। नगर कार्यकारिणी के सदस्यों को नियुक्ति पत्र देकर सिवनीमालवा के नवनियुक्त पदाधिकारियों का सम्मान किया गया। इस अवसर पर कायस्थ परिवार के वरिष्ठ सदस्य सुरेश खरे, अरुण श्रीवास्तव सभी महिलाएं व पुरूष तथा बच्चे उपस्थित रहे। <box>781 1058 950 1188</box>
story-text: नर्मदापुरम। 10 जुलाई को भारत विकास परिषद् के 61वें स्थापना दिवस के सुअवसर पर भारत विकास परिषद्, नर्मदापुरम शाखा द्वारा जिला चिकित्सालय नर्मदापुरम में रक्तदान शिविर का आयोजन किया। शिविर भारत विकास परिषद के अध्यक्ष डॉ. अतुल सेठा, सचिव अमन दुबे, कोषाध्यक्ष पवन मित्तल, वंदना शर्मा, नीलम अग्रवाल, डॉ. उमेश सेठा, पवन मित्तल, डॉ. अतुल सेठा एवं उनके पुत्र अभिनव सेठा, डॉ. उमेश सेठा, पवन मित्तल, <box>35 666 203 830</box>
table-cell: 14 <box>997 1688 1035 1710</box>
